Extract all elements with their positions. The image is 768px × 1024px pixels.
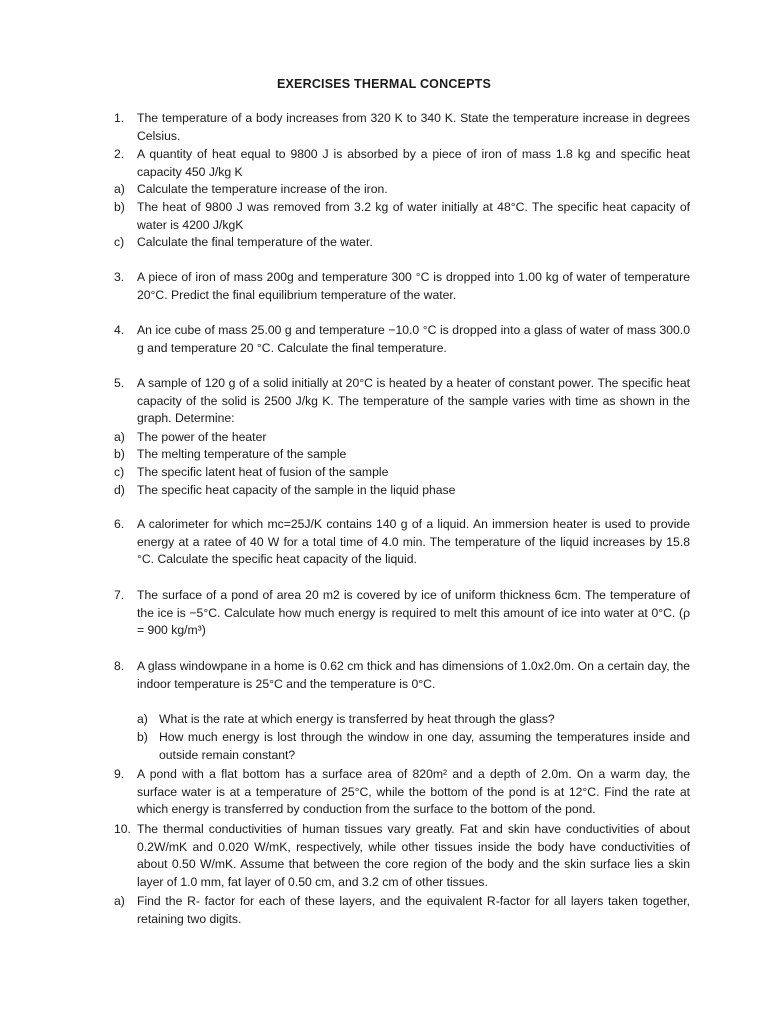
question-6 bbox=[114, 516, 690, 569]
question-text: A quantity of heat equal to 9800 J is absorbed by a piece of iron of mass 1.8 kg and specific heat capacity 450 J/kg K bbox=[137, 147, 690, 179]
question-2 bbox=[114, 146, 690, 181]
subpart-text: The melting temperature of the sample bbox=[137, 447, 347, 461]
question-text: A calorimeter for which mc=25J/K contains 140 g of a liquid. An immersion heater is used to provide energy at a ratee of 40 W for a total time of 4.0 min. The temperature of the liquid increases by 15.8 °C. Calculate the specific heat capacity of the liquid. bbox=[137, 517, 690, 567]
subpart-text: Calculate the final temperature of the water. bbox=[137, 235, 373, 249]
subpart-letter: a) bbox=[114, 894, 125, 908]
question-5 bbox=[114, 375, 690, 428]
subpart-text: What is the rate at which energy is transferred by heat through the glass? bbox=[159, 712, 555, 726]
subpart-letter: b) bbox=[114, 200, 125, 214]
subpart-text: The power of the heater bbox=[137, 430, 267, 444]
question-number: 3. bbox=[114, 270, 125, 284]
question-text: A sample of 120 g of a solid initially at 20°C is heated by a heater of constant power. The specific heat capacity of the solid is 2500 J/kg K. The temperature of the sample varies with time as shown in the graph. Determine: bbox=[137, 376, 690, 426]
subpart-letter: b) bbox=[137, 730, 148, 744]
subpart-letter: c) bbox=[114, 465, 125, 479]
subpart-letter: d) bbox=[114, 483, 125, 497]
question-8 bbox=[114, 658, 690, 693]
subpart-text: The heat of 9800 J was removed from 3.2 kg of water initially at 48°C. The specific heat capacity of water is 4200 J/kgK bbox=[137, 200, 690, 232]
subpart-text: Calculate the temperature increase of the iron. bbox=[137, 182, 388, 196]
question-10a bbox=[114, 893, 690, 928]
subpart-text: Find the R- factor for each of these layers, and the equivalent R-factor for all layers taken together, retaining two digits. bbox=[137, 894, 690, 926]
question-text: A pond with a flat bottom has a surface area of 820m² and a depth of 2.0m. On a warm day, the surface water is at a temperature of 25°C, while the bottom of the pond is at 12°C. Find the rate at which energy is transferred by conduction from the surface to the bottom of the pond. bbox=[137, 767, 690, 817]
question-5c bbox=[114, 464, 690, 482]
question-9 bbox=[114, 766, 690, 819]
subpart-letter: a) bbox=[137, 712, 148, 726]
subpart-letter: a) bbox=[114, 182, 125, 196]
subpart-letter: b) bbox=[114, 447, 125, 461]
question-number: 6. bbox=[114, 517, 125, 531]
subpart-letter: c) bbox=[114, 235, 125, 249]
question-text: The surface of a pond of area 20 m2 is covered by ice of uniform thickness 6cm. The temperature of the ice is −5°C. Calculate how much energy is required to melt this amount of ice into water at 0°C. (ρ = 900 kg/m³) bbox=[137, 588, 690, 638]
question-5a bbox=[114, 429, 690, 447]
subpart-text: The specific heat capacity of the sample in the liquid phase bbox=[137, 483, 456, 497]
question-number: 7. bbox=[114, 588, 125, 602]
question-8a bbox=[137, 711, 690, 729]
question-2a bbox=[114, 181, 690, 199]
question-1 bbox=[114, 110, 690, 145]
question-3 bbox=[114, 269, 690, 304]
question-7 bbox=[114, 587, 690, 640]
question-8b bbox=[137, 729, 690, 764]
question-text: The thermal conductivities of human tissues vary greatly. Fat and skin have conductivities of about 0.2W/mK and 0.020 W/mK, respectively, while other tissues inside the body have conductivities of about 0.50 W/mK. Assume that between the core region of the body and the skin surface lies a skin layer of 1.0 mm, fat layer of 0.50 cm, and 3.2 cm of other tissues. bbox=[137, 822, 690, 889]
question-5d bbox=[114, 482, 690, 500]
question-number: 5. bbox=[114, 376, 125, 390]
subpart-text: How much energy is lost through the window in one day, assuming the temperatures inside and outside remain constant? bbox=[159, 730, 690, 762]
question-text: A piece of iron of mass 200g and temperature 300 °C is dropped into 1.00 kg of water of temperature 20°C. Predict the final equilibrium temperature of the water. bbox=[137, 270, 690, 302]
question-text: A glass windowpane in a home is 0.62 cm thick and has dimensions of 1.0x2.0m. On a certain day, the indoor temperature is 25°C and the temperature is 0°C. bbox=[137, 659, 690, 691]
question-4 bbox=[114, 322, 690, 357]
question-2b bbox=[114, 199, 690, 234]
question-number: 8. bbox=[114, 659, 125, 673]
question-number: 1. bbox=[114, 111, 125, 125]
page-title: EXERCISES THERMAL CONCEPTS bbox=[276, 77, 492, 91]
question-text: An ice cube of mass 25.00 g and temperature −10.0 °C is dropped into a glass of water of mass 300.0 g and temperature 20 °C. Calculate the final temperature. bbox=[137, 323, 690, 355]
question-10 bbox=[114, 821, 690, 891]
question-number: 2. bbox=[114, 147, 125, 161]
question-number: 9. bbox=[114, 767, 125, 781]
subpart-text: The specific latent heat of fusion of the sample bbox=[137, 465, 389, 479]
question-number: 10. bbox=[114, 822, 131, 836]
subpart-letter: a) bbox=[114, 430, 125, 444]
question-2c bbox=[114, 234, 690, 252]
question-5b bbox=[114, 446, 690, 464]
question-number: 4. bbox=[114, 323, 125, 337]
question-text: The temperature of a body increases from 320 K to 340 K. State the temperature increase in degrees Celsius. bbox=[137, 111, 690, 143]
